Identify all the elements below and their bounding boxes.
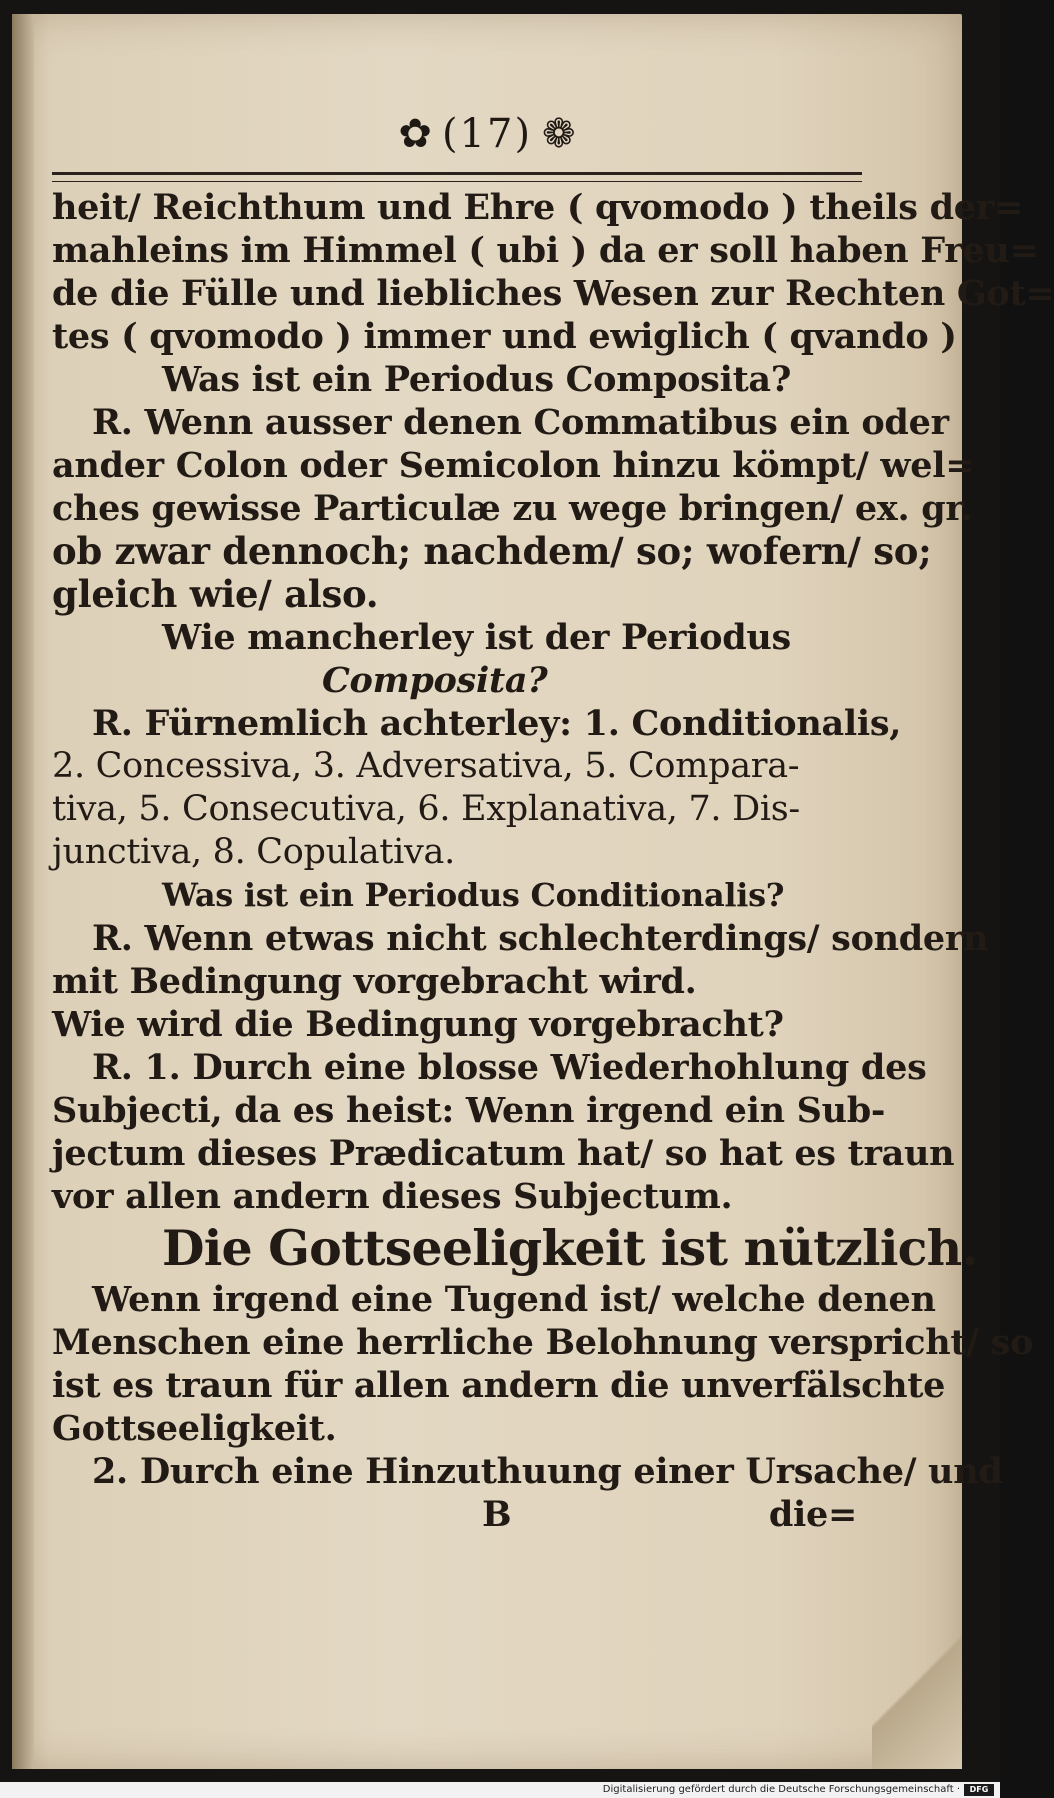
text-line: ob zwar dennoch; nachdem/ so; wofern/ so; (52, 529, 932, 573)
page-number: (17) (441, 111, 533, 157)
question-heading: Wie wird die Bedingung vorgebracht? (52, 1004, 784, 1045)
text-line: Wenn irgend eine Tugend ist/ welche denen (92, 1279, 936, 1320)
text-line: tiva, 5. Consecutiva, 6. Explanativa, 7. Dis- (52, 789, 800, 829)
text-line: R. Wenn etwas nicht schlechterdings/ sondern (92, 918, 989, 959)
text-line: Gottseeligkeit. (52, 1408, 337, 1449)
footer-credit: Digitalisierung gefördert durch die Deutsche Forschungsgemeinschaft · (602, 1784, 960, 1795)
footer-bar (0, 1782, 1000, 1798)
right-ornament-icon: ❁ (542, 111, 576, 157)
book-page (12, 14, 1054, 1769)
question-heading: Was ist ein Periodus Composita? (162, 359, 792, 400)
text-line: 2. Concessiva, 3. Adversativa, 5. Compara- (52, 746, 800, 786)
text-line: mahleins im Himmel ( ubi ) da er soll haben Freu= (52, 230, 1039, 271)
question-heading: Was ist ein Periodus Conditionalis? (162, 876, 785, 914)
example-heading: Die Gottseeligkeit ist nützlich. (162, 1219, 978, 1277)
text-line: junctiva, 8. Copulativa. (52, 832, 455, 872)
text-line: Subjecti, da es heist: Wenn irgend ein Sub- (52, 1090, 886, 1131)
text-line: de die Fülle und liebliches Wesen zur Rechten Got= (52, 273, 1054, 314)
text-line: ander Colon oder Semicolon hinzu kömpt/ wel= (52, 445, 975, 486)
text-line: mit Bedingung vorgebracht wird. (52, 961, 697, 1002)
text-line: tes ( qvomodo ) immer und ewiglich ( qvando ) (52, 316, 957, 357)
folded-corner (872, 1599, 962, 1769)
page-header (12, 104, 962, 164)
left-ornament-icon: ✿ (398, 111, 432, 157)
question-heading: Wie mancherley ist der Periodus (162, 617, 791, 658)
text-line: Menschen eine herrliche Belohnung verspricht/ so (52, 1322, 1034, 1363)
text-line: heit/ Reichthum und Ehre ( qvomodo ) theils der= (52, 187, 1023, 228)
signature-mark: B (482, 1494, 512, 1535)
page-footer-marks (52, 1493, 867, 1536)
text-line: gleich wie/ also. (52, 572, 379, 616)
text-line: ches gewisse Particulæ zu wege bringen/ ex. gr. (52, 488, 973, 529)
page-gutter-shadow (12, 14, 34, 1769)
page-body (52, 186, 1054, 1536)
text-line: vor allen andern dieses Subjectum. (52, 1176, 733, 1217)
text-line: 2. Durch eine Hinzuthuung einer Ursache/ und (92, 1451, 1003, 1492)
catchword: die= (768, 1494, 857, 1535)
text-line: R. Wenn ausser denen Commatibus ein oder (92, 402, 949, 443)
text-line: R. Fürnemlich achterley: 1. Conditionalis, (92, 703, 902, 744)
text-line: R. 1. Durch eine blosse Wiederhohlung des (92, 1047, 927, 1088)
dfg-logo-icon: DFG (964, 1784, 994, 1796)
header-rule (52, 172, 862, 182)
text-line: ist es traun für allen andern die unverfälschte (52, 1365, 946, 1406)
question-heading: Composita? (322, 660, 548, 701)
text-line: jectum dieses Prædicatum hat/ so hat es traun (52, 1133, 955, 1174)
